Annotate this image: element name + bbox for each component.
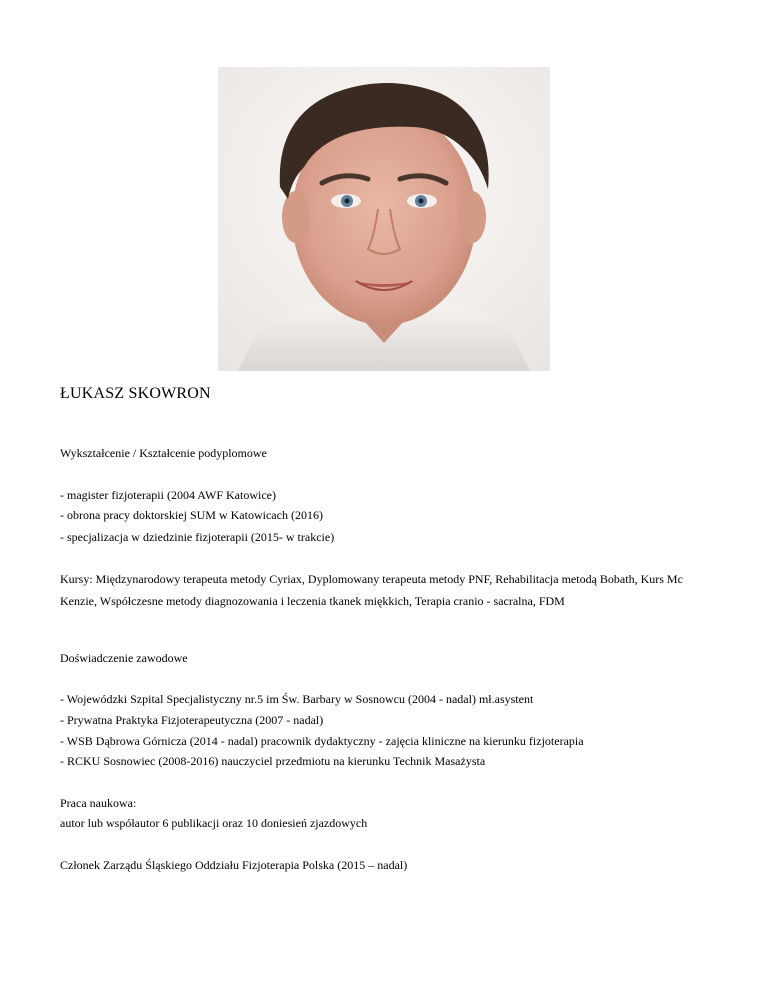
experience-item: - Prywatna Praktyka Fizjoterapeutyczna (2007 - nadal) xyxy=(60,713,324,727)
education-item: - specjalizacja w dziedzinie fizjoterapii (2015- w trakcie) xyxy=(60,530,335,544)
experience-item: - RCKU Sosnowiec (2008-2016) nauczyciel przedmiotu na kierunku Technik Masażysta xyxy=(60,754,486,768)
science-text: autor lub współautor 6 publikacji oraz 10 doniesień zjazdowych xyxy=(60,816,368,830)
board-membership: Członek Zarządu Śląskiego Oddziału Fizjoterapia Polska (2015 – nadal) xyxy=(60,858,408,872)
education-item: - obrona pracy doktorskiej SUM w Katowicach (2016) xyxy=(60,508,323,522)
experience-item: - WSB Dąbrowa Górnicza (2014 - nadal) pracownik dydaktyczny - zajęcia kliniczne na kierunku fizjoterapia xyxy=(60,734,584,748)
education-item: - magister fizjoterapii (2004 AWF Katowice) xyxy=(60,488,276,502)
education-heading: Wykształcenie / Kształcenie podyplomowe xyxy=(60,446,267,460)
experience-item: - Wojewódzki Szpital Specjalistyczny nr.5 im Św. Barbary w Sosnowcu (2004 - nadal) mł.asystent xyxy=(60,692,534,706)
courses-line: Kenzie, Współczesne metody diagnozowania i leczenia tkanek miękkich, Terapia cranio - sacralna, FDM xyxy=(60,594,565,608)
courses-line: Kursy: Międzynarodowy terapeuta metody Cyriax, Dyplomowany terapeuta metody PNF, Rehabilitacja metodą Bobath, Kurs Mc xyxy=(60,572,683,586)
portrait-illustration xyxy=(218,67,550,371)
portrait-photo xyxy=(218,67,550,371)
science-heading: Praca naukowa: xyxy=(60,796,137,810)
person-name: ŁUKASZ SKOWRON xyxy=(60,385,211,402)
experience-heading: Doświadczenie zawodowe xyxy=(60,651,188,665)
